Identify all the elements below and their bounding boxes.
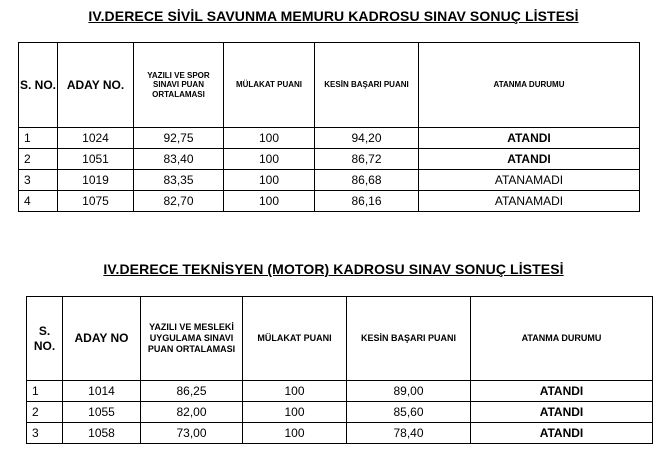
cell-kesin: 94,20 xyxy=(315,128,419,149)
teknisyen-motor-results-table xyxy=(26,296,653,444)
cell-sno: 2 xyxy=(27,402,63,423)
cell-atanma-durumu: ATANAMADI xyxy=(419,191,640,212)
cell-atanma-durumu: ATANDI xyxy=(471,423,653,444)
header-sno: S. NO. xyxy=(27,297,63,381)
cell-aday-no: 1019 xyxy=(58,170,134,191)
cell-kesin: 78,40 xyxy=(347,423,471,444)
header-atanma: ATANMA DURUMU xyxy=(471,297,653,381)
cell-kesin: 86,72 xyxy=(315,149,419,170)
cell-sno: 1 xyxy=(19,128,58,149)
header-mulakat: MÜLAKAT PUANI xyxy=(243,297,347,381)
table-row xyxy=(27,402,653,423)
header-atanma: ATANMA DURUMU xyxy=(419,43,640,128)
table-row xyxy=(27,381,653,402)
header-yazili: YAZILI VE SPOR SINAVI PUAN ORTALAMASI xyxy=(134,43,224,128)
cell-yazili: 82,70 xyxy=(134,191,224,212)
cell-mulakat: 100 xyxy=(224,191,315,212)
section2-title: IV.DERECE TEKNİSYEN (MOTOR) KADROSU SINAV SONUÇ LİSTESİ xyxy=(103,261,564,277)
cell-kesin: 86,68 xyxy=(315,170,419,191)
cell-atanma-durumu: ATANDI xyxy=(471,402,653,423)
cell-atanma-durumu: ATANDI xyxy=(419,149,640,170)
cell-aday-no: 1014 xyxy=(63,381,141,402)
cell-atanma-durumu: ATANDI xyxy=(471,381,653,402)
cell-sno: 3 xyxy=(27,423,63,444)
table-header-row xyxy=(27,297,653,381)
header-sno: S. NO. xyxy=(19,43,58,128)
cell-aday-no: 1075 xyxy=(58,191,134,212)
cell-mulakat: 100 xyxy=(224,128,315,149)
table-row xyxy=(19,170,640,191)
cell-sno: 1 xyxy=(27,381,63,402)
cell-yazili: 83,40 xyxy=(134,149,224,170)
cell-sno: 2 xyxy=(19,149,58,170)
cell-yazili: 92,75 xyxy=(134,128,224,149)
header-aday-no: ADAY NO xyxy=(63,297,141,381)
cell-yazili: 83,35 xyxy=(134,170,224,191)
cell-mulakat: 100 xyxy=(243,381,347,402)
cell-sno: 4 xyxy=(19,191,58,212)
cell-yazili: 86,25 xyxy=(141,381,243,402)
table-row xyxy=(27,423,653,444)
cell-mulakat: 100 xyxy=(224,149,315,170)
cell-atanma-durumu: ATANAMADI xyxy=(419,170,640,191)
table-row xyxy=(19,128,640,149)
cell-aday-no: 1024 xyxy=(58,128,134,149)
cell-mulakat: 100 xyxy=(243,423,347,444)
cell-aday-no: 1055 xyxy=(63,402,141,423)
header-mulakat: MÜLAKAT PUANI xyxy=(224,43,315,128)
header-aday-no: ADAY NO. xyxy=(58,43,134,128)
section1-title: IV.DERECE SİVİL SAVUNMA MEMURU KADROSU SINAV SONUÇ LİSTESİ xyxy=(88,8,579,24)
cell-mulakat: 100 xyxy=(243,402,347,423)
table-row xyxy=(19,191,640,212)
cell-kesin: 86,16 xyxy=(315,191,419,212)
cell-aday-no: 1051 xyxy=(58,149,134,170)
sivil-savunma-results-table xyxy=(18,42,640,212)
cell-atanma-durumu: ATANDI xyxy=(419,128,640,149)
table-header-row xyxy=(19,43,640,128)
cell-kesin: 89,00 xyxy=(347,381,471,402)
header-kesin: KESİN BAŞARI PUANI xyxy=(315,43,419,128)
cell-sno: 3 xyxy=(19,170,58,191)
cell-mulakat: 100 xyxy=(224,170,315,191)
cell-yazili: 82,00 xyxy=(141,402,243,423)
table-row xyxy=(19,149,640,170)
cell-aday-no: 1058 xyxy=(63,423,141,444)
header-kesin: KESİN BAŞARI PUANI xyxy=(347,297,471,381)
cell-kesin: 85,60 xyxy=(347,402,471,423)
header-yazili: YAZILI VE MESLEKİ UYGULAMA SINAVI PUAN ORTALAMASI xyxy=(141,297,243,381)
cell-yazili: 73,00 xyxy=(141,423,243,444)
